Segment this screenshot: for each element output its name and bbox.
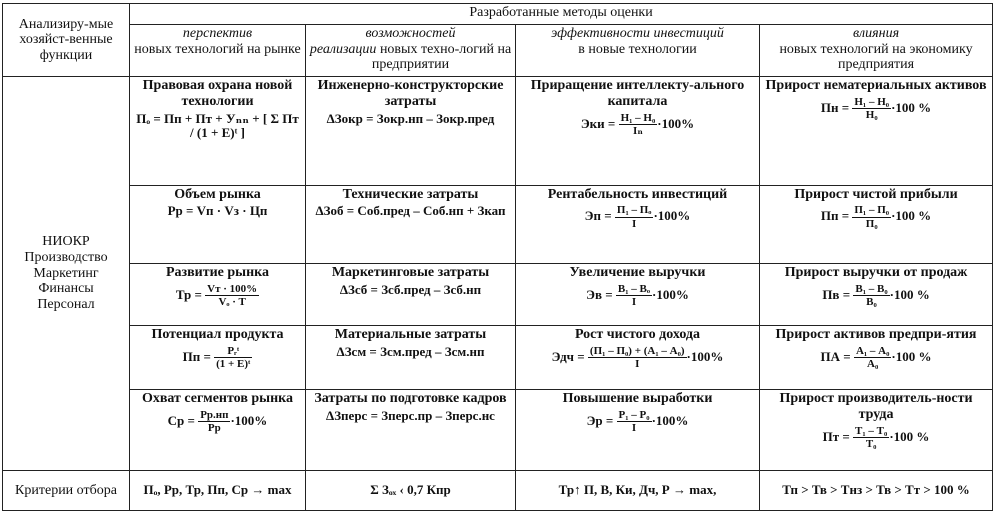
method-cell bbox=[130, 185, 306, 263]
method-label: Прирост производитель-ности труда bbox=[779, 391, 973, 423]
numerator: П₁ – Пₒ bbox=[616, 204, 652, 217]
method-formula bbox=[519, 112, 756, 138]
col4-header bbox=[760, 25, 993, 77]
method-label: Рост чистого дохода bbox=[574, 327, 701, 343]
numerator: Рр.нп bbox=[200, 409, 229, 422]
fraction bbox=[853, 283, 889, 309]
criteria-cell bbox=[130, 470, 306, 510]
function-item: Финансы bbox=[38, 281, 94, 297]
formula-lhs: Пт = bbox=[822, 428, 850, 444]
method-formula bbox=[763, 425, 989, 451]
denominator: Рр bbox=[207, 422, 221, 435]
denominator: I bbox=[631, 295, 637, 308]
method-label: Прирост чистой прибыли bbox=[794, 186, 958, 202]
denominator: Н₀ bbox=[865, 109, 878, 122]
method-label: Повышение выработки bbox=[562, 391, 713, 407]
method-cell bbox=[130, 264, 306, 326]
formula-lhs: Пн = bbox=[820, 99, 850, 115]
method-label: Приращение интеллекту-ального капитала bbox=[530, 78, 745, 109]
numerator: В₁ – В₀ bbox=[855, 282, 888, 295]
header-row-sub bbox=[3, 25, 993, 77]
criteria-cell bbox=[306, 470, 516, 510]
method-cell bbox=[306, 264, 516, 326]
formula-suffix: ·100 % bbox=[891, 99, 932, 115]
function-item: Производство bbox=[24, 250, 108, 266]
formula-suffix: ·100 % bbox=[891, 208, 932, 224]
method-formula bbox=[519, 409, 756, 435]
main-header bbox=[130, 4, 993, 25]
method-formula: ΔЗсм = Зсм.пред – Зсм.нп bbox=[336, 343, 485, 359]
col3-header bbox=[516, 25, 760, 77]
header-row-top bbox=[3, 4, 993, 25]
method-cell bbox=[760, 77, 993, 185]
denominator: I bbox=[632, 217, 637, 230]
numerator: Н₁ – Н₀ bbox=[854, 95, 890, 108]
method-label: Затраты по подготовке кадров bbox=[314, 391, 507, 407]
criteria-text: Пₒ, Рр, Тр, Пп, Ср → max bbox=[143, 482, 292, 498]
method-formula bbox=[519, 283, 756, 309]
col2-header-text: новых техно-логий на предприятии bbox=[371, 41, 512, 73]
col2-header bbox=[306, 25, 516, 77]
method-cell bbox=[760, 264, 993, 326]
method-formula bbox=[519, 345, 756, 371]
method-formula bbox=[763, 96, 989, 122]
method-formula: ΔЗсб = Зсб.пред – Зсб.нп bbox=[339, 281, 482, 297]
denominator: П₀ bbox=[865, 217, 878, 230]
numerator: Р₁ – Р₀ bbox=[618, 409, 650, 422]
method-cell bbox=[516, 264, 760, 326]
method-cell bbox=[130, 77, 306, 185]
function-item: НИОКР bbox=[42, 234, 90, 250]
method-cell bbox=[516, 390, 760, 470]
col4-header-italic: влияния bbox=[852, 26, 900, 42]
evaluation-methods-table bbox=[2, 3, 993, 511]
method-cell bbox=[516, 77, 760, 185]
fraction bbox=[214, 345, 252, 371]
method-cell bbox=[760, 390, 993, 470]
denominator: Iₙ bbox=[632, 124, 643, 137]
method-cell bbox=[130, 326, 306, 390]
method-cell bbox=[516, 185, 760, 263]
formula-lhs: Эв = bbox=[586, 286, 613, 302]
numerator: Т₁ – Т₀ bbox=[855, 424, 888, 437]
col2-header-italic2: реализации bbox=[309, 41, 377, 57]
function-item: Персонал bbox=[37, 297, 95, 313]
formula-suffix: ·100 % bbox=[891, 348, 932, 364]
table-row bbox=[3, 185, 993, 263]
main-header-text: Разработанные методы оценки bbox=[469, 5, 653, 20]
denominator: Т₀ bbox=[865, 438, 877, 451]
method-formula bbox=[133, 409, 302, 435]
criteria-text: Σ Зₒₓ ‹ 0,7 Кпр bbox=[370, 482, 451, 498]
table-row bbox=[3, 264, 993, 326]
formula-suffix: ·100 % bbox=[889, 286, 930, 302]
col3-header-text: в новые технологии bbox=[578, 41, 697, 57]
method-label: Объем рынка bbox=[174, 186, 261, 202]
formula-lhs: ПА = bbox=[820, 348, 851, 364]
method-formula bbox=[763, 283, 989, 309]
corner-header-text: Анализиру-мые хозяйст-венные функции bbox=[18, 16, 114, 63]
formula-lhs: Тр = bbox=[175, 286, 202, 302]
formula-lhs: Эр = bbox=[586, 412, 614, 428]
method-label: Технические затраты bbox=[342, 186, 479, 202]
fraction bbox=[853, 425, 889, 451]
method-formula bbox=[133, 283, 302, 309]
formula-lhs: Пп = bbox=[820, 208, 850, 224]
formula-suffix: ·100% bbox=[686, 348, 724, 364]
method-formula: ΔЗоб = Соб.пред – Соб.нп + Зкап bbox=[315, 203, 506, 219]
method-label: Увеличение выручки bbox=[569, 265, 706, 280]
fraction bbox=[615, 204, 654, 230]
method-cell bbox=[760, 326, 993, 390]
denominator: А₀ bbox=[867, 358, 879, 371]
criteria-cell bbox=[760, 470, 993, 510]
formula-suffix: ·100% bbox=[657, 115, 695, 131]
formula-suffix: ·100% bbox=[230, 412, 268, 428]
formula-lhs: Пп = bbox=[182, 348, 211, 364]
criteria-label-cell bbox=[3, 470, 130, 510]
numerator: (П₁ – П₀) + (А₁ – А₀) bbox=[589, 344, 685, 357]
formula-lhs: Эки = bbox=[580, 115, 616, 131]
criteria-row bbox=[3, 470, 993, 510]
method-label: Правовая охрана новой технологии bbox=[142, 78, 293, 109]
fraction bbox=[588, 345, 687, 371]
formula-lhs: Ср = bbox=[167, 412, 195, 428]
method-formula bbox=[763, 204, 989, 230]
col3-header-italic: эффективности инвестиций bbox=[551, 26, 724, 42]
method-formula: Рр = Vп · Vз · Цп bbox=[167, 203, 268, 219]
fraction bbox=[205, 283, 259, 309]
numerator: Vт · 100% bbox=[207, 282, 258, 295]
function-item: Маркетинг bbox=[33, 265, 99, 281]
denominator: (1 + E)ᵗ bbox=[216, 358, 251, 371]
denominator: I bbox=[635, 358, 640, 371]
table-row bbox=[3, 77, 993, 185]
col1-header-text: новых технологий на рынке bbox=[134, 41, 301, 57]
formula-suffix: ·100% bbox=[653, 208, 691, 224]
method-label: Прирост нематериальных активов bbox=[765, 78, 987, 94]
table-row bbox=[3, 390, 993, 470]
formula-lhs: Эп = bbox=[584, 208, 612, 224]
formula-lhs: Пв = bbox=[822, 286, 851, 302]
criteria-cell bbox=[516, 470, 760, 510]
method-label: Охват сегментов рынка bbox=[141, 391, 294, 407]
formula-suffix: ·100% bbox=[652, 286, 689, 302]
criteria-text: Тр↑ П, В, Ки, Дч, Р → max, bbox=[558, 482, 717, 498]
corner-header bbox=[3, 4, 130, 77]
method-label: Прирост выручки от продаж bbox=[784, 265, 968, 280]
method-label: Маркетинговые затраты bbox=[331, 265, 490, 280]
criteria-text: Тп > Тв > Тнз > Тв > Тт > 100 % bbox=[782, 482, 970, 498]
numerator: А₁ – А₀ bbox=[855, 344, 890, 357]
formula-lhs: Эдч = bbox=[551, 348, 585, 364]
method-formula: ΔЗокр = Зокр.нп – Зокр.пред bbox=[326, 110, 495, 126]
method-cell bbox=[516, 326, 760, 390]
method-label: Прирост активов предпри-ятия bbox=[775, 327, 977, 343]
numerator: Рᵣᵗ bbox=[214, 345, 252, 358]
method-formula: Пₒ = Пп + Пт + Уₙₙ + [ Σ Пт / (1 + E)ᵗ ] bbox=[136, 110, 299, 141]
method-formula bbox=[519, 204, 756, 230]
fraction bbox=[852, 96, 891, 122]
numerator: П₁ – П₀ bbox=[854, 204, 890, 217]
method-cell bbox=[306, 185, 516, 263]
fraction bbox=[616, 283, 652, 309]
method-cell bbox=[760, 185, 993, 263]
fraction bbox=[852, 204, 891, 230]
numerator: Н₁ – Н₀ bbox=[620, 111, 656, 124]
fraction bbox=[619, 112, 658, 138]
fraction bbox=[854, 345, 891, 371]
col4-header-text: новых технологий на экономику предприятия bbox=[779, 41, 973, 73]
numerator: В₁ – Вₒ bbox=[617, 282, 651, 295]
method-formula bbox=[763, 345, 989, 371]
method-formula: ΔЗперс = Зперс.пр – Зперс.нс bbox=[326, 408, 495, 424]
functions-cell bbox=[3, 77, 130, 471]
formula-suffix: ·100% bbox=[651, 412, 689, 428]
col1-header-italic: перспектив bbox=[182, 26, 253, 42]
method-cell bbox=[130, 390, 306, 470]
method-cell bbox=[306, 77, 516, 185]
formula-suffix: ·100 % bbox=[889, 428, 930, 444]
fraction bbox=[617, 409, 652, 435]
col2-header-italic: возможностей bbox=[365, 26, 456, 42]
method-label: Материальные затраты bbox=[334, 327, 487, 343]
method-label: Развитие рынка bbox=[165, 265, 270, 280]
method-label: Потенциал продукта bbox=[151, 327, 284, 343]
method-cell bbox=[306, 390, 516, 470]
denominator: Vₒ · T bbox=[218, 295, 246, 308]
method-cell bbox=[306, 326, 516, 390]
denominator: I bbox=[631, 422, 637, 435]
col1-header bbox=[130, 25, 306, 77]
method-label: Рентабельность инвестиций bbox=[547, 186, 728, 202]
denominator: В₀ bbox=[866, 295, 877, 308]
criteria-label: Критерии отбора bbox=[15, 482, 117, 498]
method-label: Инженерно-конструкторские затраты bbox=[317, 78, 504, 109]
method-formula bbox=[133, 345, 302, 371]
table-row bbox=[3, 326, 993, 390]
fraction bbox=[198, 409, 230, 435]
